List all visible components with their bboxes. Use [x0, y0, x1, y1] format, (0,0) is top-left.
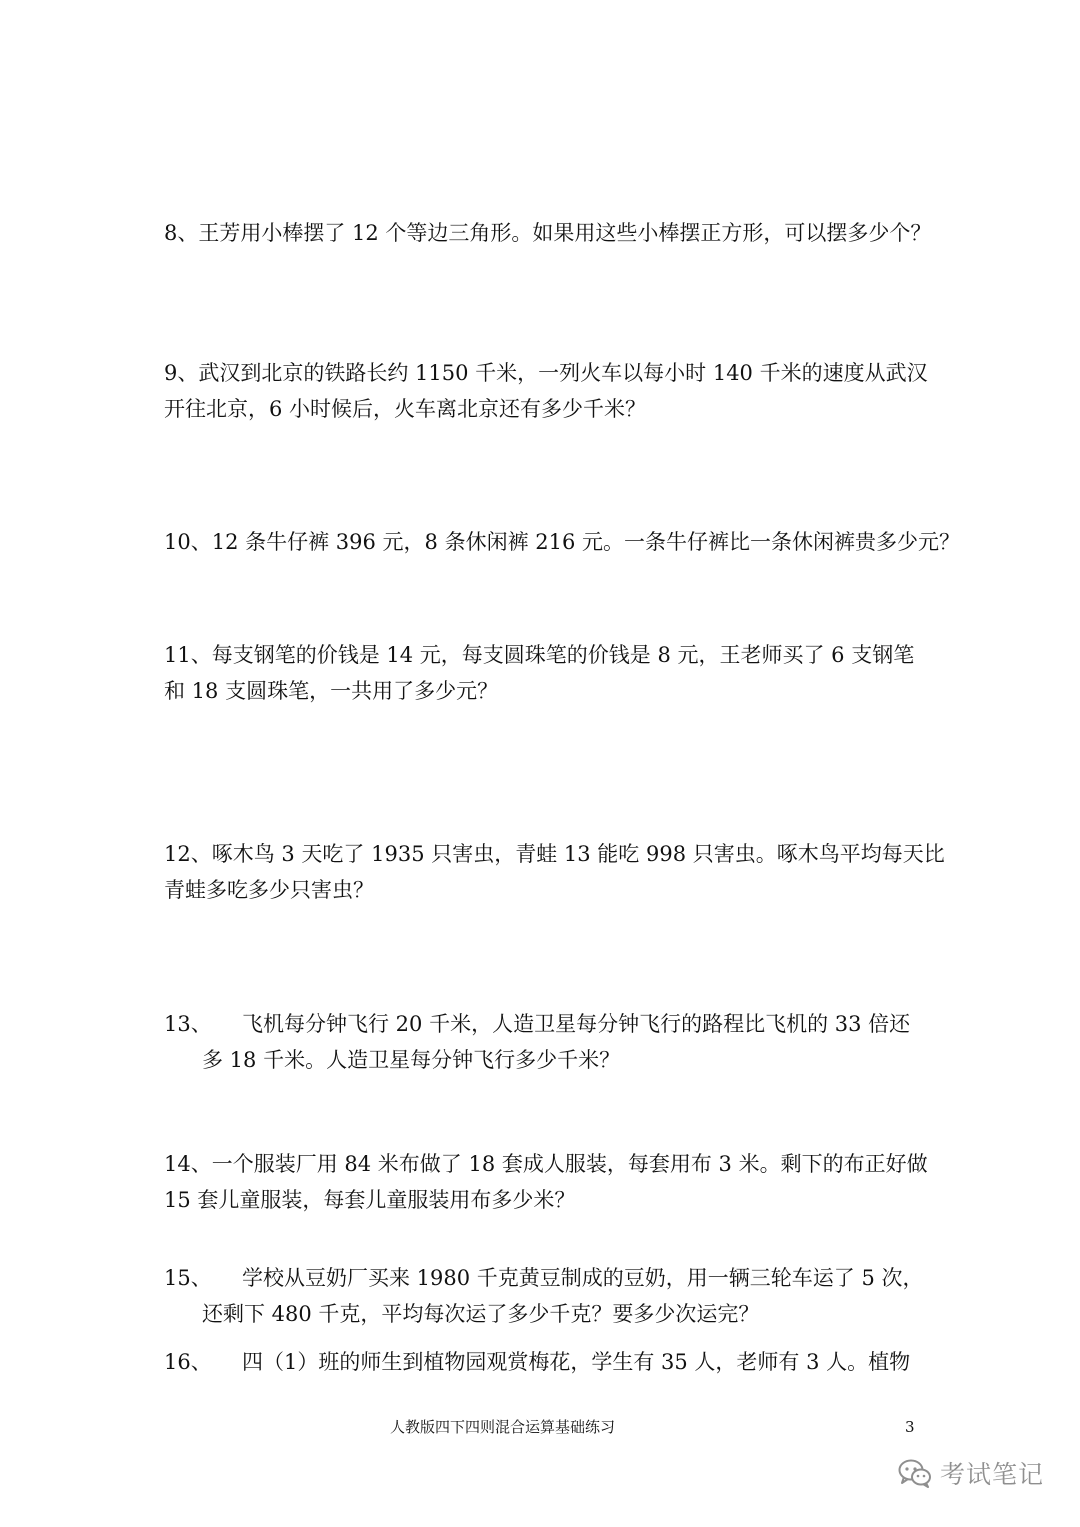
question-14-line-2: 15 套儿童服装，每套儿童服装用布多少米？	[164, 1188, 576, 1212]
watermark-text: 考试笔记	[940, 1460, 1045, 1489]
watermark	[898, 1453, 1044, 1493]
question-9	[164, 355, 928, 427]
question-11-line-1: 11、每支钢笔的价钱是 14 元，每支圆珠笔的价钱是 8 元，王老师买了 6 支钢笔	[164, 643, 915, 667]
wechat-icon	[898, 1458, 932, 1488]
question-16	[164, 1344, 924, 1380]
question-9-line-2: 开往北京，6 小时候后，火车离北京还有多少千米？	[164, 397, 647, 421]
footer-title: 人教版四下四则混合运算基础练习	[390, 1418, 616, 1436]
question-14	[164, 1146, 928, 1218]
question-14-line-1: 14、一个服装厂用 84 米布做了 18 套成人服装，每套用布 3 米。剩下的布正好做	[164, 1152, 928, 1176]
question-15	[164, 1260, 924, 1332]
question-13	[164, 1006, 924, 1078]
question-10	[164, 524, 961, 560]
question-8-line-1: 8、王芳用小棒摆了 12 个等边三角形。如果用这些小棒摆正方形，可以摆多少个？	[164, 221, 932, 245]
page-number: 3	[905, 1418, 915, 1436]
question-10-line-1: 10、12 条牛仔裤 396 元，8 条休闲裤 216 元。一条牛仔裤比一条休闲裤贵多少元？	[164, 530, 961, 554]
question-13-line-2: 多 18 千米。人造卫星每分钟飞行多少千米？	[202, 1048, 621, 1072]
question-16-line-1: 四（1）班的师生到植物园观赏梅花，学生有 35 人，老师有 3 人。植物	[242, 1350, 911, 1374]
question-13-number: 13、	[164, 1012, 212, 1036]
question-15-line-2: 还剩下 480 千克，平均每次运了多少千克？要多少次运完？	[202, 1302, 760, 1326]
question-16-number: 16、	[164, 1350, 212, 1374]
question-12-line-2: 青蛙多吃多少只害虫？	[164, 878, 374, 902]
question-11	[164, 637, 924, 709]
question-12	[164, 836, 945, 908]
question-12-line-1: 12、啄木鸟 3 天吃了 1935 只害虫，青蛙 13 能吃 998 只害虫。啄木鸟平均每天比	[164, 842, 945, 866]
question-13-line-1: 飞机每分钟飞行 20 千米，人造卫星每分钟飞行的路程比飞机的 33 倍还	[242, 1012, 911, 1036]
question-15-number: 15、	[164, 1266, 212, 1290]
question-11-line-2: 和 18 支圆珠笔，一共用了多少元？	[164, 679, 499, 703]
question-15-line-1: 学校从豆奶厂买来 1980 千克黄豆制成的豆奶，用一辆三轮车运了 5 次，	[242, 1266, 924, 1290]
question-8	[164, 215, 932, 251]
question-9-line-1: 9、武汉到北京的铁路长约 1150 千米，一列火车以每小时 140 千米的速度从武汉	[164, 361, 928, 385]
